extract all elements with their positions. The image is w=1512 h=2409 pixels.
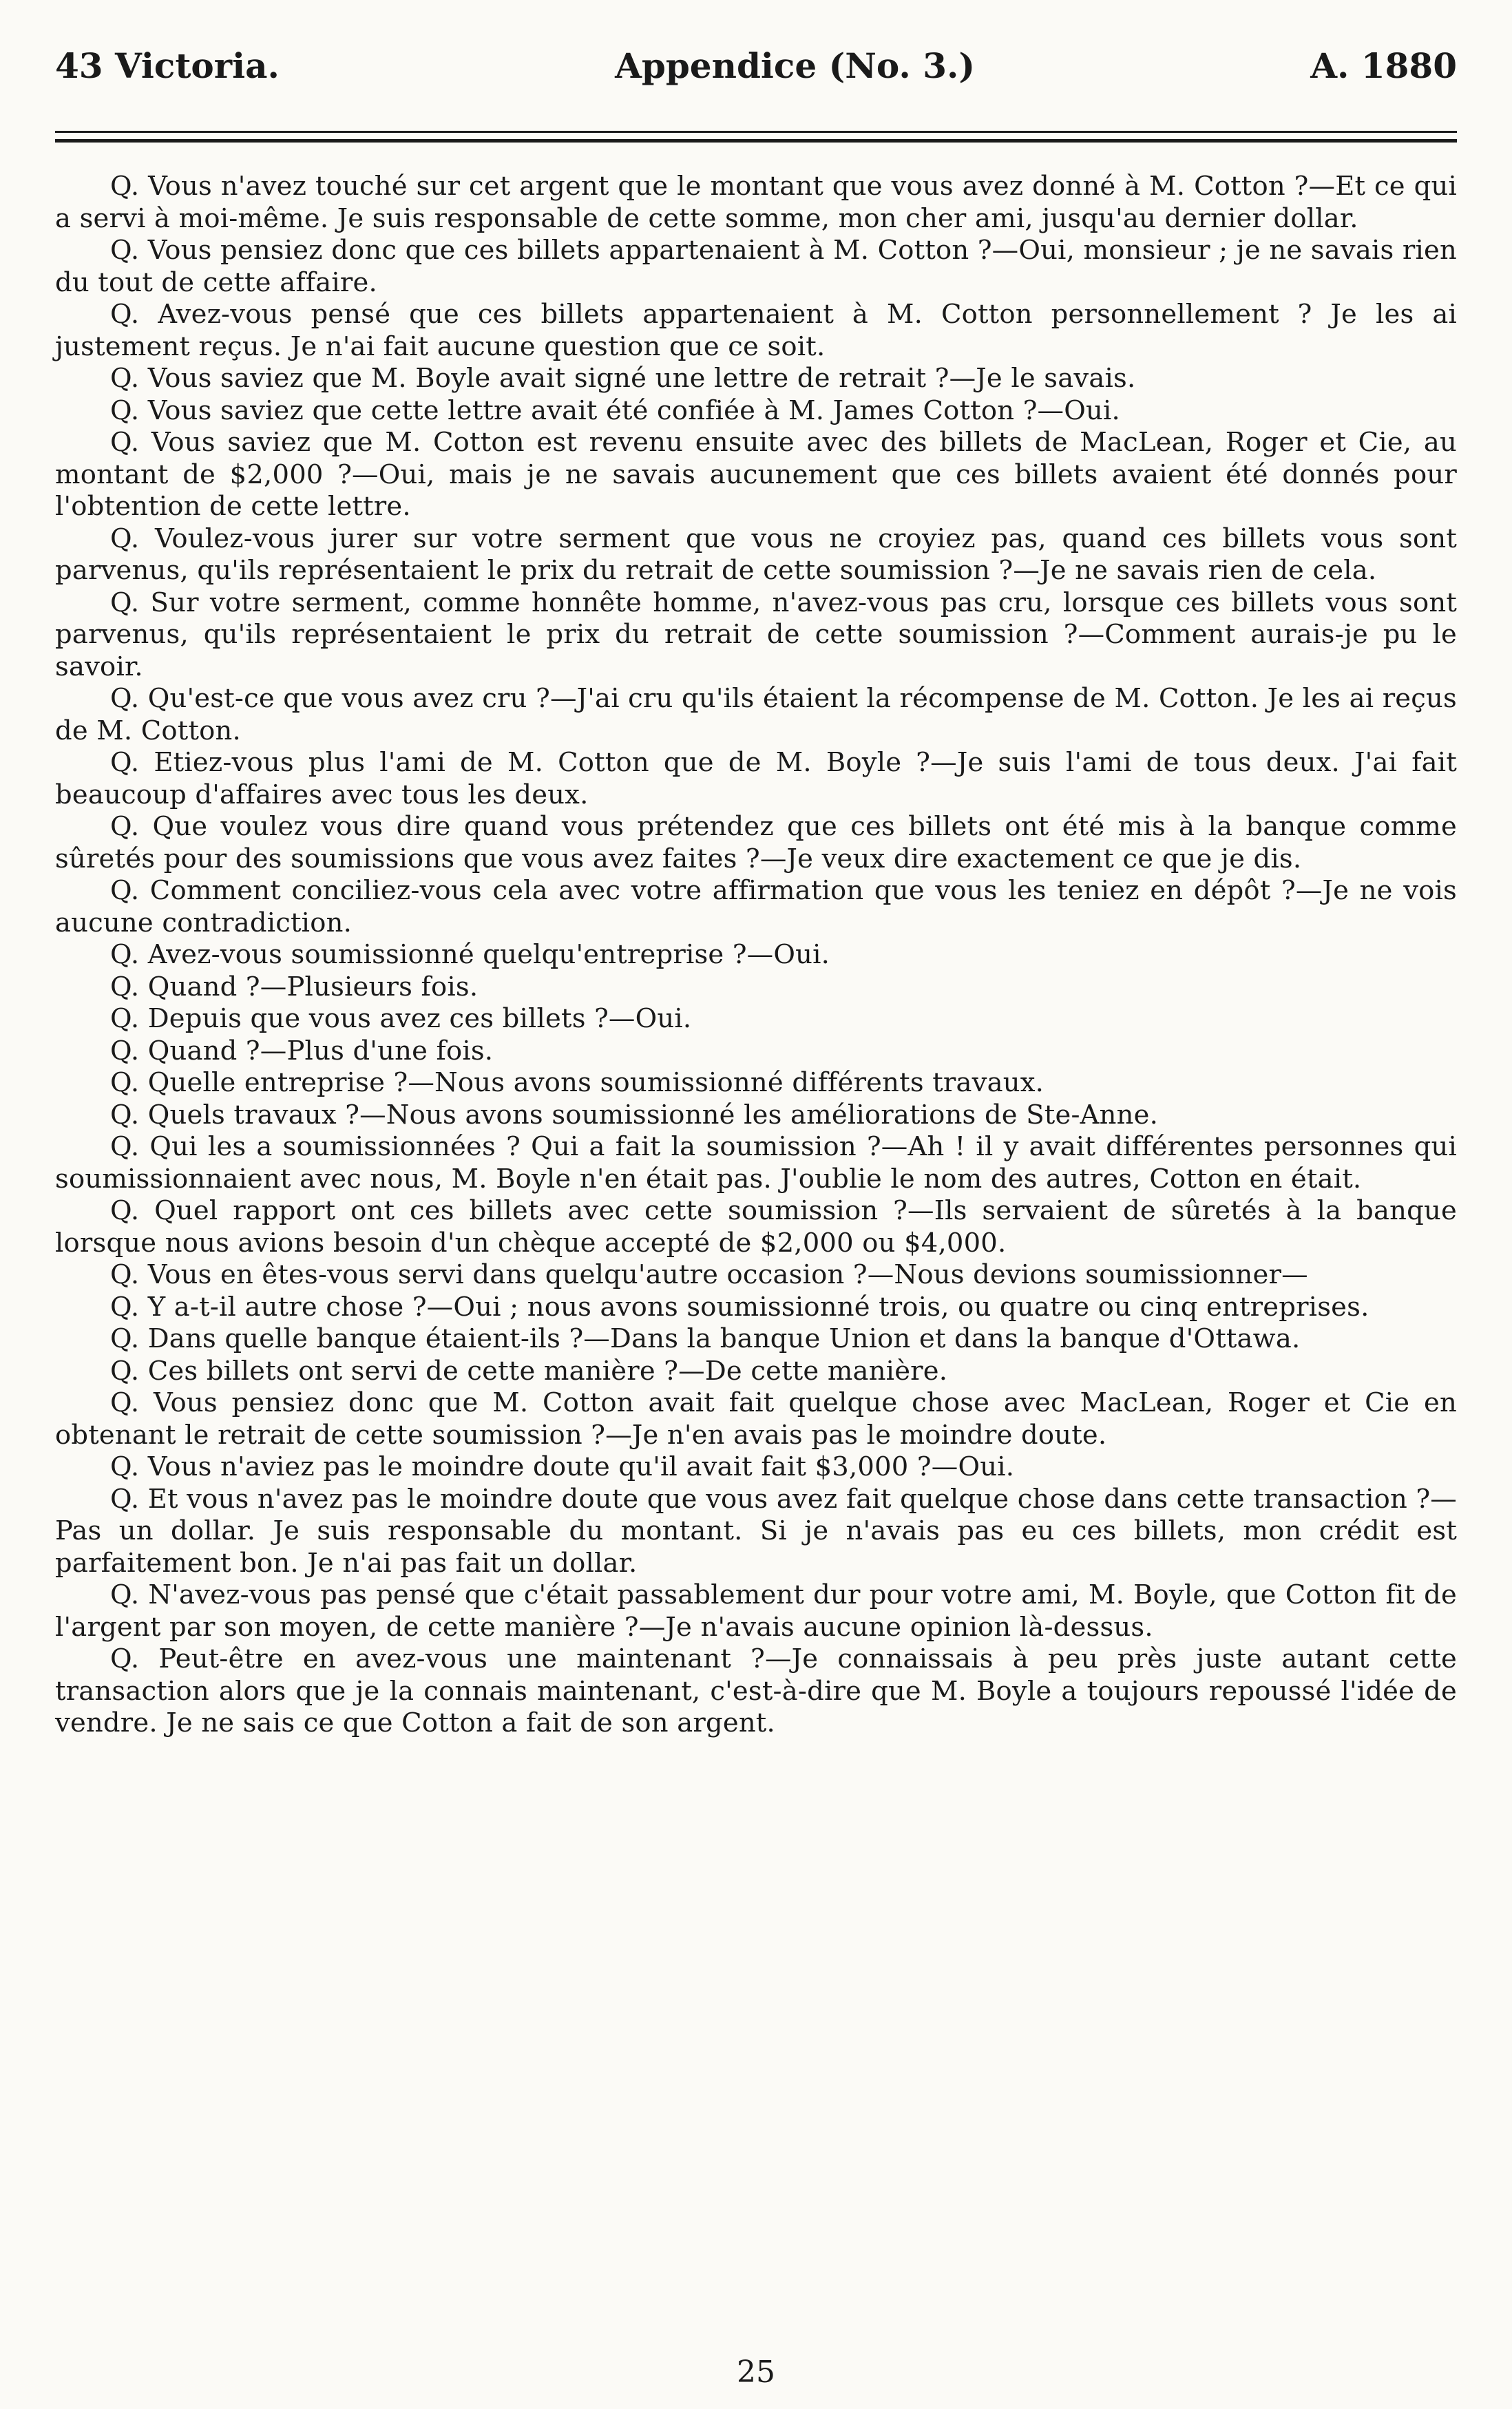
header-rule-thin <box>55 131 1457 133</box>
paragraph: Q. Vous n'aviez pas le moindre doute qu'il avait fait $3,000 ?—Oui. <box>110 1451 1015 1482</box>
paragraph: Q. Quels travaux ?—Nous avons soumissionné les améliorations de Ste-Anne. <box>110 1099 1159 1130</box>
paragraph: Q. Quand ?—Plus d'une fois. <box>110 1035 494 1066</box>
paragraph: Q. Vous pensiez donc que ces billets appartenaient à M. Cotton ?—Oui, monsieur ; je ne savais rien du tout de cette affaire. <box>55 235 1457 298</box>
paragraph: Q. Quand ?—Plusieurs fois. <box>110 971 479 1002</box>
paragraph: Q. Ces billets ont servi de cette manière ?—De cette manière. <box>110 1355 948 1387</box>
paragraph: Q. Qu'est-ce que vous avez cru ?—J'ai cru qu'ils étaient la récompense de M. Cotton. Je les ai reçus de M. Cotton. <box>55 683 1457 746</box>
paragraph: Q. Voulez-vous jurer sur votre serment que vous ne croyiez pas, quand ces billets vous sont parvenus, qu'ils représentaient le prix du retrait de cette soumission ?—Je ne savais rien de cela. <box>55 523 1457 586</box>
paragraph: Q. Sur votre serment, comme honnête homme, n'avez-vous pas cru, lorsque ces billets vous sont parvenus, qu'ils représentaient le prix du retrait de cette soumission ?—Comment aurais-je pu le savoir. <box>55 587 1457 682</box>
paragraph: Q. Vous n'avez touché sur cet argent que le montant que vous avez donné à M. Cotton ?—Et ce qui a servi à moi-même. Je suis responsable de cette somme, mon cher ami, jusqu'au dernier dollar. <box>55 171 1457 234</box>
paragraph: Q. Vous pensiez donc que M. Cotton avait fait quelque chose avec MacLean, Roger et Cie en obtenant le retrait de cette soumission ?—Je n'en avais pas le moindre doute. <box>55 1387 1457 1451</box>
paragraph: Q. Etiez-vous plus l'ami de M. Cotton que de M. Boyle ?—Je suis l'ami de tous deux. J'ai fait beaucoup d'affaires avec tous les deux. <box>55 747 1457 810</box>
paragraph: Q. Qui les a soumissionnées ? Qui a fait la soumission ?—Ah ! il y avait différentes personnes qui soumissionnaient avec nous, M. Boyle n'en était pas. J'oublie le nom des autres, Cotton en était. <box>55 1131 1457 1195</box>
header-left: 43 Victoria. <box>55 45 280 86</box>
testimony-body <box>55 171 1457 1740</box>
paragraph: Q. N'avez-vous pas pensé que c'était passablement dur pour votre ami, M. Boyle, que Cotton fit de l'argent par son moyen, de cette manière ?—Je n'avais aucune opinion là-dessus. <box>55 1579 1457 1643</box>
paragraph: Q. Et vous n'avez pas le moindre doute que vous avez fait quelque chose dans cette transaction ?—Pas un dollar. Je suis responsable du montant. Si je n'avais pas eu ces billets, mon crédit est parfaitement bon. Je n'ai pas fait un dollar. <box>55 1483 1457 1579</box>
paragraph: Q. Vous saviez que cette lettre avait été confiée à M. James Cotton ?—Oui. <box>110 395 1120 426</box>
header-center: Appendice (No. 3.) <box>615 45 976 86</box>
paragraph: Q. Vous saviez que M. Boyle avait signé une lettre de retrait ?—Je le savais. <box>110 363 1136 394</box>
running-header <box>55 28 1457 103</box>
paragraph: Q. Dans quelle banque étaient-ils ?—Dans la banque Union et dans la banque d'Ottawa. <box>110 1323 1301 1354</box>
header-right: A. 1880 <box>1310 45 1457 86</box>
paragraph: Q. Y a-t-il autre chose ?—Oui ; nous avons soumissionné trois, ou quatre ou cinq entreprises. <box>110 1291 1369 1323</box>
paragraph: Q. Avez-vous soumissionné quelqu'entreprise ?—Oui. <box>110 939 830 970</box>
paragraph: Q. Depuis que vous avez ces billets ?—Oui. <box>110 1003 692 1034</box>
paragraph: Q. Que voulez vous dire quand vous prétendez que ces billets ont été mis à la banque comme sûretés pour des soumissions que vous avez faites ?—Je veux dire exactement ce que je dis. <box>55 811 1457 874</box>
paragraph: Q. Vous en êtes-vous servi dans quelqu'autre occasion ?—Nous devions soumissionner— <box>110 1259 1308 1290</box>
paragraph: Q. Vous saviez que M. Cotton est revenu ensuite avec des billets de MacLean, Roger et Cie, au montant de $2,000 ?—Oui, mais je ne savais aucunement que ces billets avaient été donnés pour l'obtention de cette lettre. <box>55 427 1457 522</box>
paragraph: Q. Quelle entreprise ?—Nous avons soumissionné différents travaux. <box>110 1067 1044 1098</box>
header-rule-thick <box>55 139 1457 143</box>
page-number: 25 <box>737 2355 775 2390</box>
paragraph: Q. Comment conciliez-vous cela avec votre affirmation que vous les teniez en dépôt ?—Je ne vois aucune contradiction. <box>55 875 1457 938</box>
paragraph: Q. Avez-vous pensé que ces billets appartenaient à M. Cotton personnellement ? Je les ai justement reçus. Je n'ai fait aucune question que ce soit. <box>55 299 1457 362</box>
paragraph: Q. Quel rapport ont ces billets avec cette soumission ?—Ils servaient de sûretés à la banque lorsque nous avions besoin d'un chèque accepté de $2,000 ou $4,000. <box>55 1195 1457 1259</box>
paragraph: Q. Peut-être en avez-vous une maintenant ?—Je connaissais à peu près juste autant cette transaction alors que je la connais maintenant, c'est-à-dire que M. Boyle a toujours repoussé l'idée de vendre. Je ne sais ce que Cotton a fait de son argent. <box>55 1643 1457 1738</box>
